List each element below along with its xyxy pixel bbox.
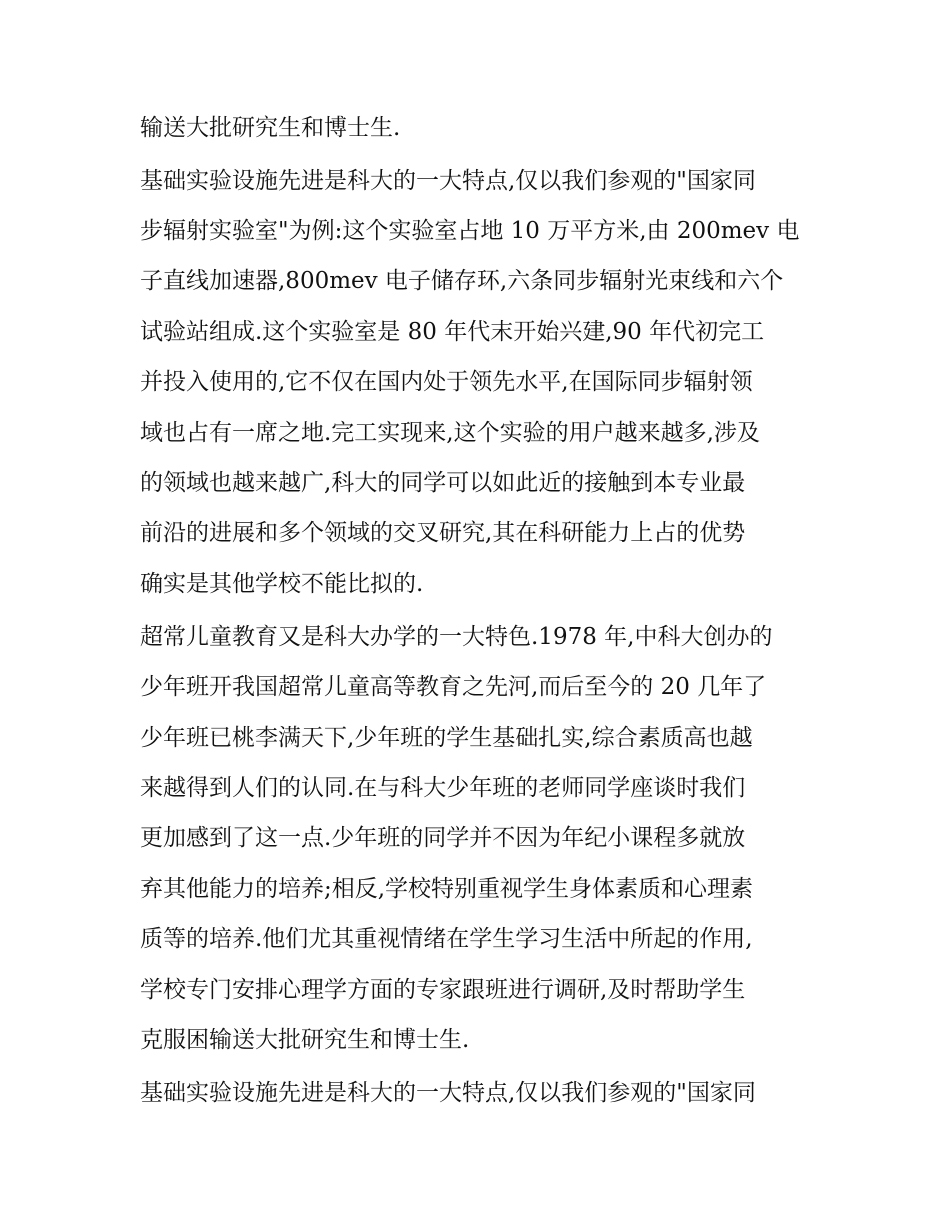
text-line: 的领域也越来越广,科大的同学可以如此近的接触到本专业最 bbox=[140, 470, 746, 496]
text-line: 弃其他能力的培养;相反,学校特别重视学生身体素质和心理素 bbox=[140, 876, 754, 902]
text-line: 来越得到人们的认同.在与科大少年班的老师同学座谈时我们 bbox=[140, 775, 746, 801]
text-line: 输送大批研究生和博士生. bbox=[140, 115, 401, 141]
text-line: 更加感到了这一点.少年班的同学并不因为年纪小课程多就放 bbox=[140, 825, 746, 851]
text-line: 少年班开我国超常儿童高等教育之先河,而后至今的 20 几年了 bbox=[140, 674, 767, 700]
text-line: 子直线加速器,800mev 电子储存环,六条同步辐射光束线和六个 bbox=[140, 268, 784, 294]
text-line: 并投入使用的,它不仅在国内处于领先水平,在国际同步辐射领 bbox=[140, 369, 753, 395]
text-line: 基础实验设施先进是科大的一大特点,仅以我们参观的"国家同 bbox=[140, 168, 756, 194]
text-line: 少年班已桃李满天下,少年班的学生基础扎实,综合素质高也越 bbox=[140, 725, 753, 751]
text-line: 前沿的进展和多个领域的交叉研究,其在科研能力上占的优势 bbox=[140, 520, 746, 546]
text-line: 试验站组成.这个实验室是 80 年代末开始兴建,90 年代初完工 bbox=[140, 319, 765, 345]
text-line: 超常儿童教育又是科大办学的一大特色.1978 年,中科大创办的 bbox=[140, 624, 773, 650]
text-line: 步辐射实验室"为例:这个实验室占地 10 万平方米,由 200mev 电 bbox=[140, 218, 800, 244]
text-line: 确实是其他学校不能比拟的. bbox=[140, 571, 424, 597]
text-line: 质等的培养.他们尤其重视情绪在学生学习生活中所起的作用, bbox=[140, 926, 753, 952]
text-line: 学校专门安排心理学方面的专家跟班进行调研,及时帮助学生 bbox=[140, 977, 746, 1003]
text-line: 克服困输送大批研究生和博士生. bbox=[140, 1027, 470, 1053]
text-line: 基础实验设施先进是科大的一大特点,仅以我们参观的"国家同 bbox=[140, 1080, 756, 1106]
text-line: 域也占有一席之地.完工实现来,这个实验的用户越来越多,涉及 bbox=[140, 420, 760, 446]
